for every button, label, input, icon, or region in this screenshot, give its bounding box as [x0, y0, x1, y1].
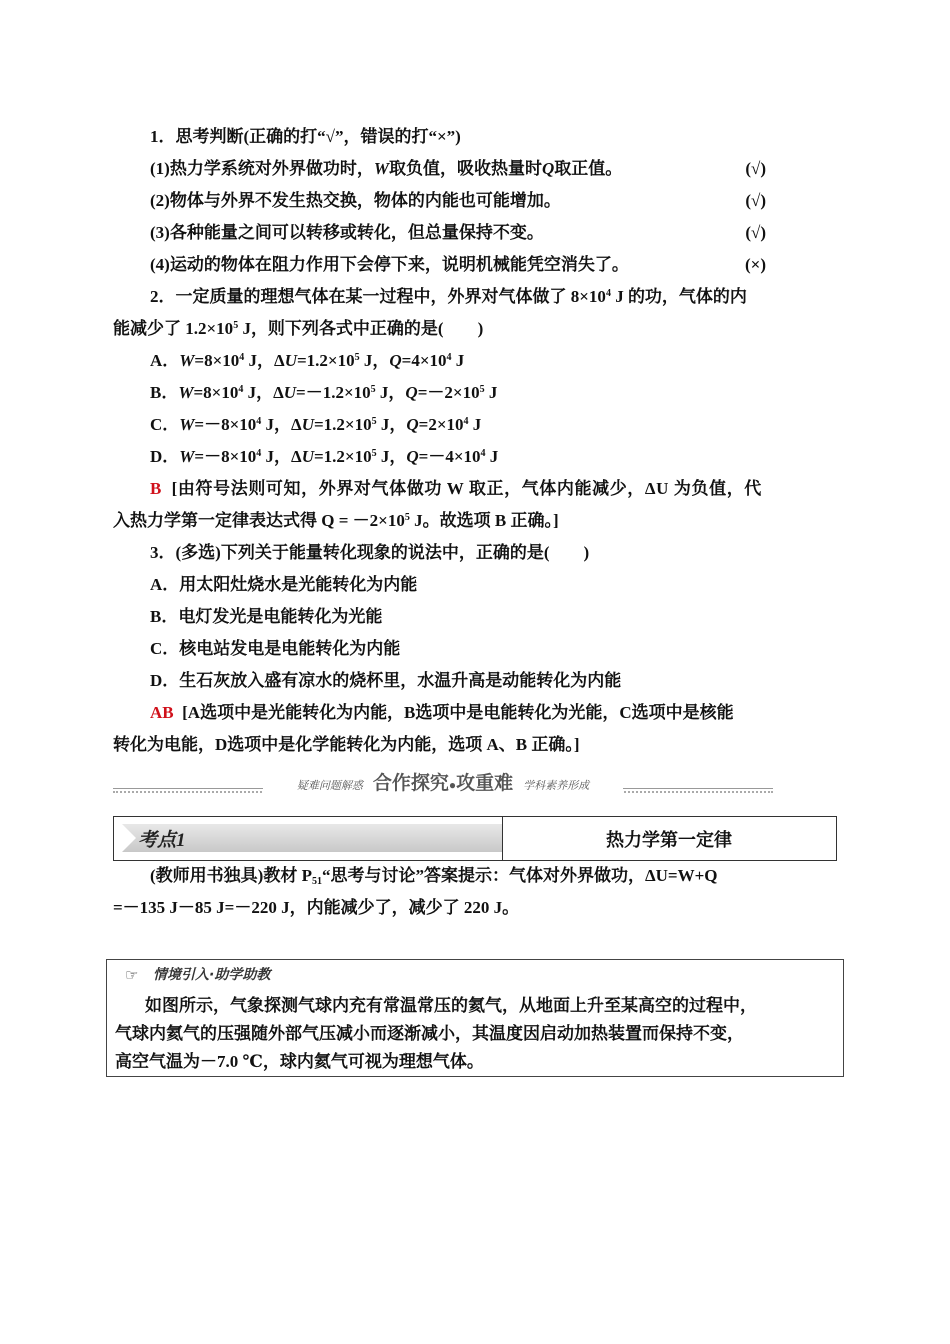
- banner-left-text: 疑难问题解惑: [296, 780, 363, 792]
- situation-line1: 如图所示，气象探测气球内充有常温常压的氦气，从地面上升至某高空的过程中，: [145, 996, 757, 1015]
- q2-explanation-line1: [150, 477, 875, 501]
- teacher-note-1b: “思考与讨论”答案提示：气体对外界做功，ΔU=W+Q: [321, 866, 718, 885]
- q2-stem-line1-b: J 的功，气体的内: [610, 287, 747, 306]
- q2-stem-line1-exp: 4: [605, 288, 611, 299]
- banner-arrow-icon: ●: [448, 778, 457, 792]
- q3-option-d: D．生石灰放入盛有凉水的烧杯里，水温升高是动能转化为内能: [150, 671, 622, 690]
- q2-option-c-q-exp: 4: [463, 416, 469, 427]
- q1-item-2-text: (2)物体与外界不发生热交换，物体的内能也可能增加。: [150, 191, 561, 210]
- q3-title: 3．(多选)下列关于能量转化现象的说法中，正确的是( ): [150, 543, 590, 562]
- q2-explain-2-exp: 5: [404, 512, 410, 523]
- q2-option-b-q-exp: 5: [479, 384, 485, 395]
- q2-answer: B: [150, 479, 162, 498]
- q2-option-c-label: C．: [150, 415, 180, 434]
- q1-item-1-var-q: Q: [541, 159, 555, 178]
- q2-option-a-du: =1.2×10: [296, 351, 355, 370]
- q1-item-3-mark: (√): [745, 223, 766, 242]
- q2-explain-1: [由符号法则可知，外界对气体做功 W 取正，气体内能减少，ΔU 为负值，代: [171, 479, 762, 498]
- q2-option-a-q-exp: 4: [446, 352, 452, 363]
- q2-explanation-line2: [113, 509, 838, 533]
- q3-option-a: A．用太阳灶烧水是光能转化为内能: [150, 575, 418, 594]
- q2-option-b-w-exp: 4: [238, 384, 244, 395]
- section-banner: [113, 768, 773, 796]
- q3-explain-1: [A选项中是光能转化为内能，B选项中是电能转化为光能，C选项中是核能: [182, 703, 734, 722]
- situation-heading: 情境引入·助学助教: [153, 967, 271, 983]
- q2-option-b: B．$W=8\times 10^4$ J，$\Delta U=-1.2\times 10^5$ J，$Q=-2\times 10^5$ J: [150, 383, 498, 402]
- teacher-note-1a: (教师用书独具)教材 P: [150, 866, 312, 885]
- teacher-note-page-sub: 51: [311, 876, 322, 887]
- q2-option-d-q: =－4×10: [418, 447, 481, 466]
- q1-item-1: [150, 157, 766, 181]
- q2-option-a-du-exp: 5: [354, 352, 360, 363]
- q1-item-2: [150, 189, 766, 213]
- q1-item-3-text: (3)各种能量之间可以转移或转化，但总量保持不变。: [150, 223, 544, 242]
- q2-option-b-label: B．: [150, 383, 179, 402]
- q1-item-1-mark: (√): [745, 159, 766, 178]
- q2-stem-line2-a: 能减少了 1.2×10: [113, 319, 234, 338]
- banner-right-text: 学科素养形成: [523, 780, 590, 792]
- q2-stem-line2: [113, 317, 838, 341]
- pointing-hand-icon: ☞: [125, 968, 139, 984]
- teacher-note-line2: =－135 J－85 J=－220 J，内能减少了，减少了 220 J。: [113, 898, 520, 917]
- q2-option-b-w: =8×10: [193, 383, 239, 402]
- q1-item-2-mark: (√): [745, 191, 766, 210]
- q3-explanation-line1: [150, 701, 875, 725]
- situation-line2: 气球内氦气的压强随外部气压减小而逐渐减小，其温度因启动加热装置而保持不变，: [115, 1024, 744, 1043]
- q2-option-c-w-exp: 4: [256, 416, 262, 427]
- q1-item-1-var-w: W: [373, 159, 389, 178]
- q2-option-a-w-exp: 4: [239, 352, 245, 363]
- q2-option-c-du-exp: 5: [371, 416, 377, 427]
- q2-option-d-w: =－8×10: [194, 447, 257, 466]
- q3-option-c: C．核电站发电是电能转化为内能: [150, 639, 401, 658]
- banner-main-b: 攻重难: [456, 773, 514, 794]
- q2-option-c-q: =2×10: [418, 415, 464, 434]
- q2-option-d: D．$W=-8\times 10^4$ J，$\Delta U=1.2\times 10^5$ J，$Q=-4\times 10^4$ J: [150, 447, 499, 466]
- q3-answer: AB: [150, 703, 174, 722]
- q1-item-3: [150, 221, 766, 245]
- q2-stem-line2-exp: 5: [233, 320, 239, 331]
- q2-option-c: C．$W=-8\times 10^4$ J，$\Delta U=1.2\times 10^5$ J，$Q=2\times 10^4$ J: [150, 415, 482, 434]
- kaodian-title: 热力学第一定律: [606, 830, 732, 850]
- situation-box: [106, 959, 844, 1077]
- q2-option-b-du-exp: 5: [370, 384, 376, 395]
- q2-option-b-du: =－1.2×10: [296, 383, 371, 402]
- q2-option-d-du-exp: 5: [371, 448, 377, 459]
- q1-item-4-mark: (×): [744, 255, 766, 274]
- q2-option-a-q: =4×10: [401, 351, 447, 370]
- q2-option-d-q-exp: 4: [480, 448, 486, 459]
- q2-option-d-du: =1.2×10: [313, 447, 372, 466]
- q3-explanation-line2: 转化为电能，D选项中是化学能转化为内能，选项 A、B 正确。]: [113, 735, 580, 754]
- kaodian-left-cell: [114, 817, 503, 860]
- kaodian-header: [113, 816, 837, 861]
- q2-explain-2a: 入热力学第一定律表达式得 Q = －2×10: [113, 511, 405, 530]
- q1-item-1-post: 取正值。: [554, 159, 623, 178]
- q2-option-a-w: =8×10: [194, 351, 240, 370]
- q1-item-1-mid: 取负值，吸收热量时: [388, 159, 542, 178]
- q2-option-c-du: =1.2×10: [313, 415, 372, 434]
- q2-stem-line1-a: 2．一定质量的理想气体在某一过程中，外界对气体做了 8×10: [150, 287, 606, 306]
- q2-option-c-w: =－8×10: [194, 415, 257, 434]
- banner-main-a: 合作探究: [372, 773, 449, 794]
- q1-item-4-text: (4)运动的物体在阻力作用下会停下来，说明机械能凭空消失了。: [150, 255, 629, 274]
- q2-stem-line1: [150, 285, 875, 309]
- banner-center: [263, 768, 623, 795]
- kaodian-tab-notch: [122, 824, 136, 852]
- q2-option-a: A．$W=8\times 10^4$ J，$\Delta U=1.2\times 10^5$ J，$Q=4\times 10^4$ J: [150, 351, 465, 370]
- q3-option-b: B．电灯发光是电能转化为光能: [150, 607, 383, 626]
- q2-option-b-q: =－2×10: [417, 383, 480, 402]
- q2-option-d-label: D．: [150, 447, 180, 466]
- q2-option-d-w-exp: 4: [256, 448, 262, 459]
- q1-item-1-pre: (1)热力学系统对外界做功时，: [150, 159, 374, 178]
- q2-explain-2b: J。故选项 B 正确。]: [409, 511, 559, 530]
- banner-main: [373, 773, 513, 794]
- q1-title: 1．思考判断(正确的打“√”，错误的打“×”): [150, 127, 461, 146]
- q2-stem-line2-b: J，则下列各式中正确的是( ): [238, 319, 484, 338]
- q2-option-a-label: A．: [150, 351, 180, 370]
- q1-item-4: [150, 253, 766, 277]
- situation-line3: 高空气温为－7.0 ℃，球内氦气可视为理想气体。: [115, 1052, 484, 1071]
- teacher-note-line1: [150, 864, 875, 888]
- kaodian-label: 考点1: [138, 830, 186, 851]
